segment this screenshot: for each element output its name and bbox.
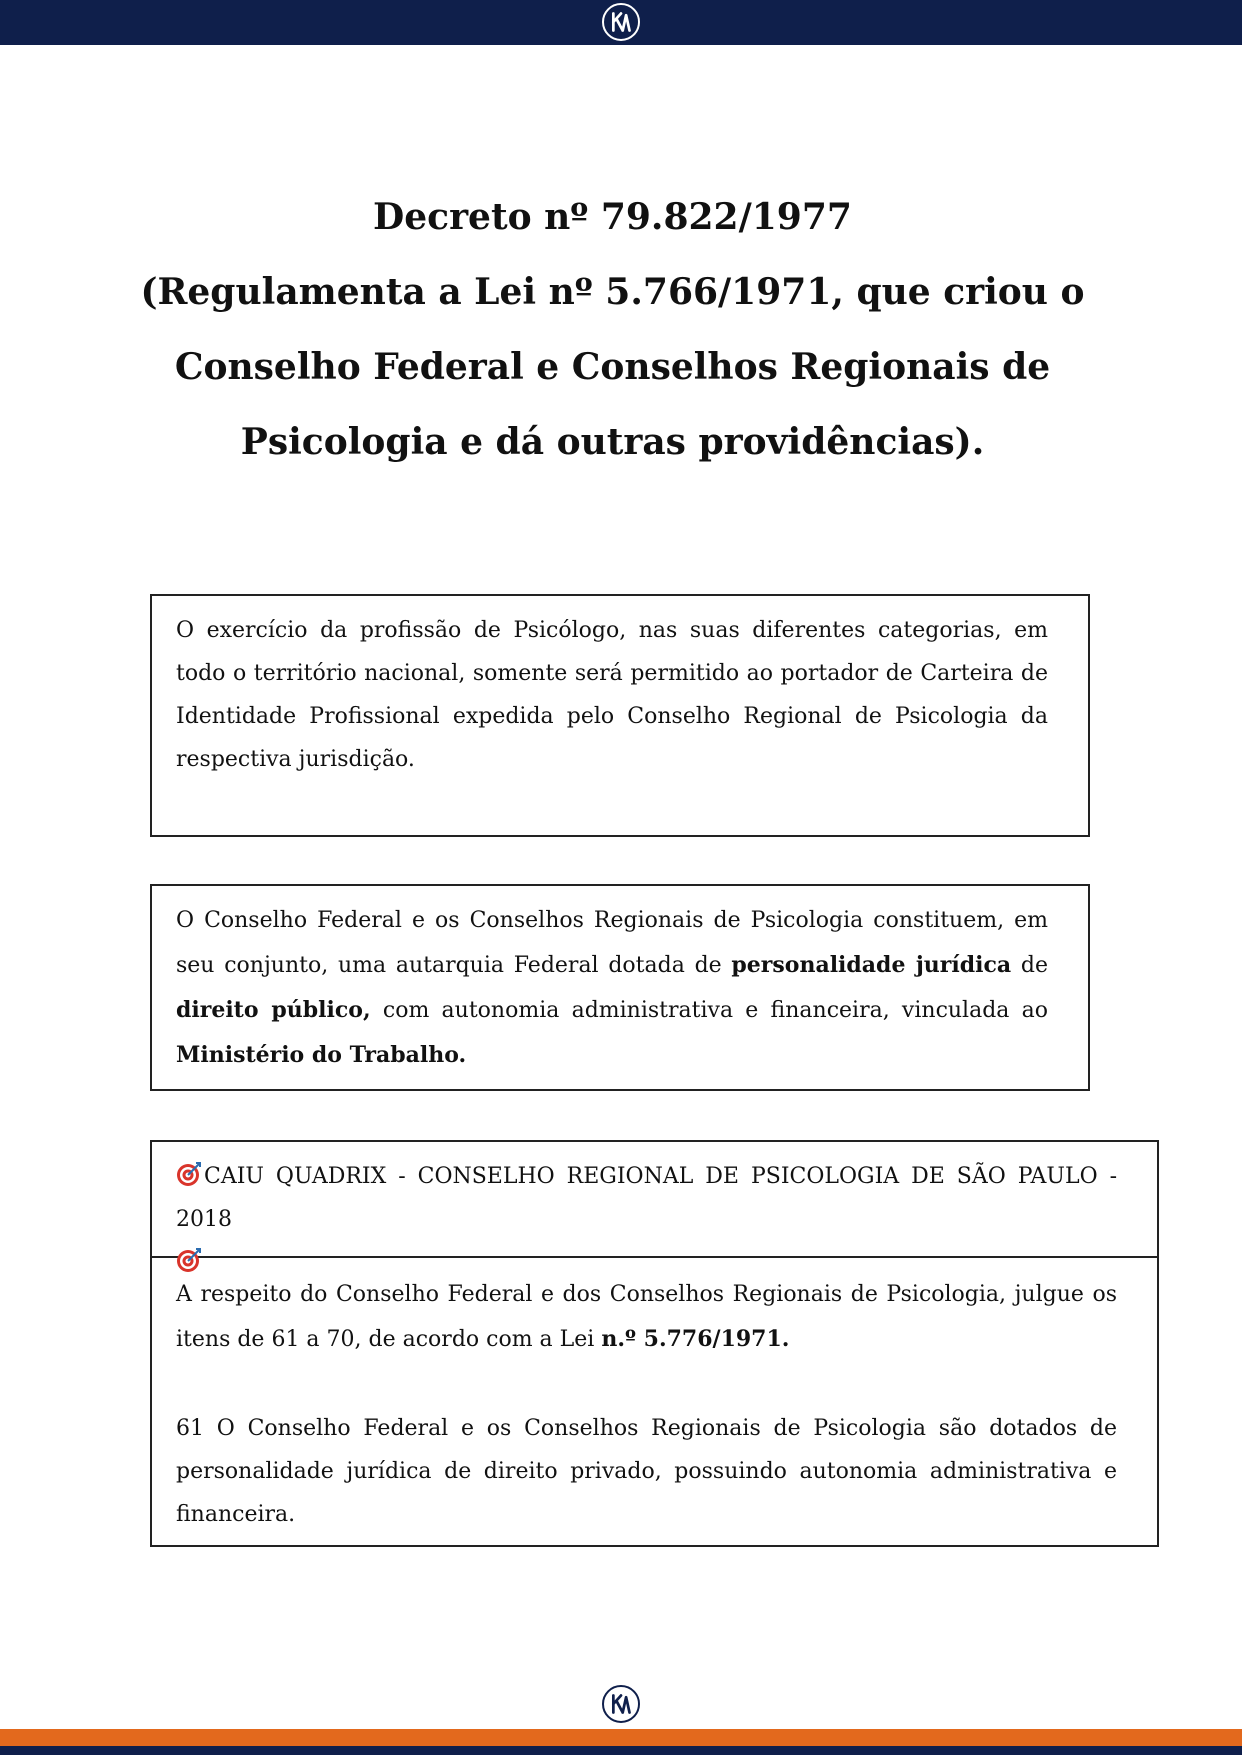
profession-paragraph: O exercício da profissão de Psicólogo, nas suas diferentes categorias, em todo o território nacional, somente será permitido ao portador de Carteira de Identidade Profissional expedida pelo Conselho Regional de Psicologia da respectiva jurisdição.: [176, 618, 1048, 772]
spacer: [176, 1362, 1117, 1407]
title-line: (Regulamenta a Lei nº 5.766/1971, que criou o: [140, 271, 1085, 313]
km-logo-icon: [602, 1685, 640, 1723]
question-body: [152, 1258, 1157, 1536]
question-source-label: CAIU QUADRIX - CONSELHO REGIONAL DE PSICOLOGIA DE SÃO PAULO - 2018: [176, 1164, 1117, 1232]
question-item: 61 O Conselho Federal e os Conselhos Regionais de Psicologia são dotados de personalidade jurídica de direito privado, possuindo autonomia administrativa e financeira.: [176, 1416, 1117, 1527]
title-line: Conselho Federal e Conselhos Regionais de: [174, 346, 1051, 388]
exam-question-box: [150, 1140, 1159, 1547]
text-span: com autonomia administrativa e financeira, vinculada ao: [370, 998, 1049, 1023]
question-header: [152, 1142, 1157, 1258]
councils-paragraph: [176, 898, 1048, 1078]
bold-text: n.º 5.776/1971.: [601, 1326, 790, 1352]
bold-text: Ministério do Trabalho.: [176, 1042, 467, 1068]
info-box-councils: [150, 884, 1090, 1091]
text-span: O Conselho Federal e os Conselhos Regionais de Psicologia constituem, em seu conjunto, uma autarquia Federal dotada de: [176, 908, 1048, 978]
document-title: [140, 180, 1085, 480]
bold-text: personalidade jurídica: [731, 952, 1012, 978]
footer-bar-navy: [0, 1746, 1242, 1755]
km-logo-icon: [602, 3, 640, 41]
question-intro: [176, 1272, 1117, 1362]
text-span: A respeito do Conselho Federal e dos Conselhos Regionais de Psicologia, julgue os itens de 61 a 70, de acordo com a Lei: [176, 1282, 1117, 1352]
text-span: de: [1011, 953, 1048, 978]
target-icon: [176, 1161, 202, 1187]
bold-text: direito público,: [176, 997, 371, 1023]
footer-bar-orange: [0, 1729, 1242, 1746]
title-line: Psicologia e dá outras providências).: [240, 421, 985, 463]
target-icon: [176, 1247, 202, 1273]
info-box-profession: [150, 594, 1090, 837]
title-line: Decreto nº 79.822/1977: [373, 196, 852, 238]
